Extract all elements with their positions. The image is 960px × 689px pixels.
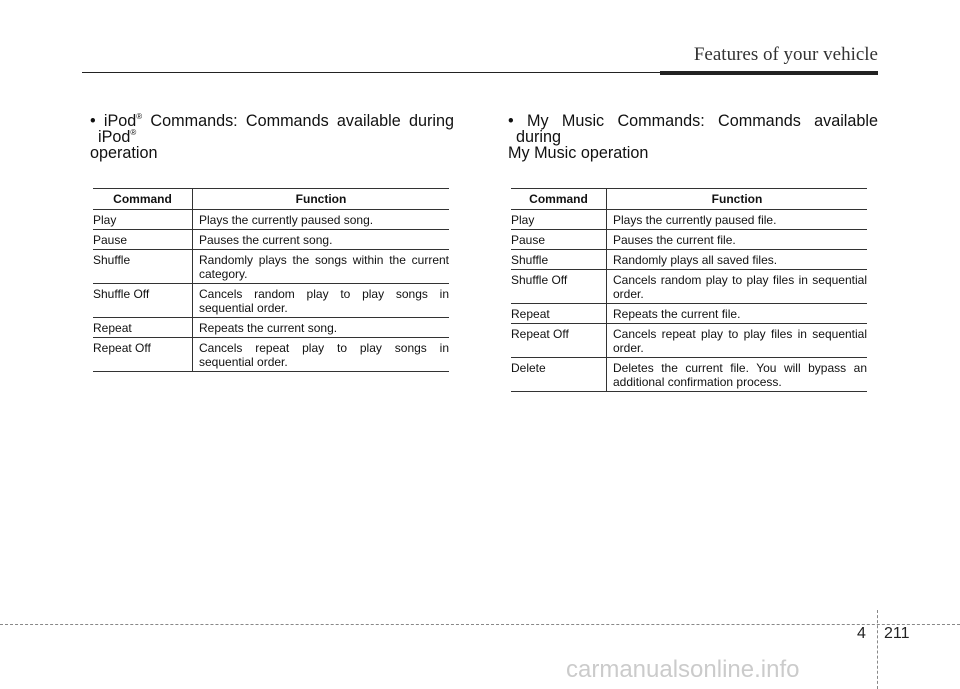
table-row xyxy=(511,270,867,304)
table-row xyxy=(511,250,867,270)
table-header-row xyxy=(511,189,867,210)
function-cell: Repeats the current song. xyxy=(193,318,450,338)
registered-mark: ® xyxy=(130,128,137,137)
command-cell: Pause xyxy=(93,230,193,250)
watermark: carmanualsonline.info xyxy=(566,656,800,683)
column-header-function: Function xyxy=(607,189,868,210)
command-cell: Shuffle xyxy=(511,250,607,270)
intro-line1: My Music Commands: Commands available during xyxy=(516,112,878,146)
function-cell: Cancels random play to play songs in sequential order. xyxy=(193,284,450,318)
table-row xyxy=(511,230,867,250)
my-music-commands-table xyxy=(511,188,867,392)
function-cell: Cancels random play to play files in sequential order. xyxy=(607,270,868,304)
ipod-commands-intro xyxy=(82,113,454,161)
footer-rule xyxy=(0,624,960,625)
column-header-command: Command xyxy=(93,189,193,210)
command-cell: Shuffle Off xyxy=(511,270,607,304)
table-row xyxy=(511,358,867,392)
ipod-commands-table xyxy=(93,188,449,372)
bullet-mark: • xyxy=(508,112,514,130)
my-music-commands-section xyxy=(500,110,878,392)
column-header-function: Function xyxy=(193,189,450,210)
table-row xyxy=(93,284,449,318)
function-cell: Plays the currently paused song. xyxy=(193,210,450,230)
function-cell: Cancels repeat play to play files in sequential order. xyxy=(607,324,868,358)
ipod-commands-section xyxy=(82,110,454,372)
command-cell: Pause xyxy=(511,230,607,250)
table-row xyxy=(93,210,449,230)
command-cell: Repeat Off xyxy=(93,338,193,372)
bullet-mark: • xyxy=(90,112,96,130)
header-rule-accent xyxy=(660,71,878,75)
command-cell: Repeat xyxy=(93,318,193,338)
command-cell: Repeat Off xyxy=(511,324,607,358)
command-cell: Delete xyxy=(511,358,607,392)
table-row xyxy=(93,338,449,372)
command-cell: Shuffle xyxy=(93,250,193,284)
command-cell: Play xyxy=(511,210,607,230)
table-header-row xyxy=(93,189,449,210)
column-header-command: Command xyxy=(511,189,607,210)
function-cell: Cancels repeat play to play songs in sequential order. xyxy=(193,338,450,372)
table-row xyxy=(93,318,449,338)
intro-prefix: iPod xyxy=(103,112,137,130)
command-cell: Shuffle Off xyxy=(93,284,193,318)
command-cell: Repeat xyxy=(511,304,607,324)
page-number: 211 xyxy=(884,625,910,642)
command-cell: Play xyxy=(93,210,193,230)
function-cell: Randomly plays the songs within the current category. xyxy=(193,250,450,284)
function-cell: Randomly plays all saved files. xyxy=(607,250,868,270)
function-cell: Plays the currently paused file. xyxy=(607,210,868,230)
footer-divider xyxy=(877,610,878,689)
table-row xyxy=(511,210,867,230)
table-row xyxy=(93,250,449,284)
my-music-commands-intro xyxy=(500,113,878,161)
function-cell: Pauses the current song. xyxy=(193,230,450,250)
function-cell: Pauses the current file. xyxy=(607,230,868,250)
function-cell: Deletes the current file. You will bypass an additional confirmation process. xyxy=(607,358,868,392)
table-row xyxy=(511,304,867,324)
table-row xyxy=(511,324,867,358)
chapter-number: 4 xyxy=(857,625,866,642)
section-title: Features of your vehicle xyxy=(693,44,878,65)
function-cell: Repeats the current file. xyxy=(607,304,868,324)
intro-line2: operation xyxy=(90,144,158,162)
table-row xyxy=(93,230,449,250)
intro-line2: My Music operation xyxy=(508,144,649,162)
intro-middle: Commands: Commands available during iPod xyxy=(98,112,454,146)
registered-mark: ® xyxy=(136,112,143,121)
